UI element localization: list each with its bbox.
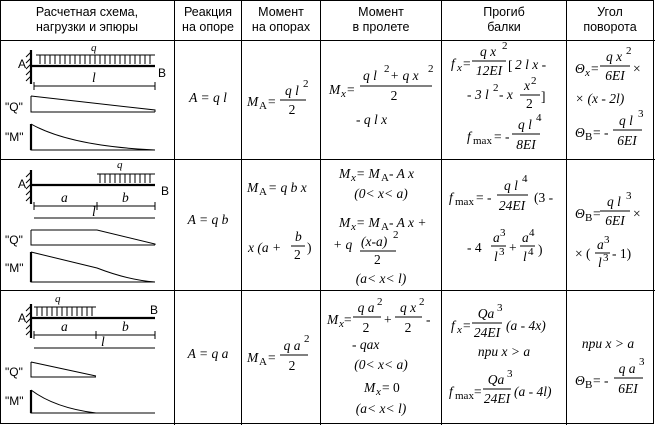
row1-fmax-sub: max [473,135,492,147]
row2-distributed-load [97,174,155,183]
row1-rot-eq: = [591,61,599,76]
row3-mspan-minus: - [426,312,431,327]
row3-defl-den: 24EI [473,325,501,340]
row2-defl-fsub: max [455,196,474,208]
header-moment-span-line1: Момент [358,5,404,19]
row1-wall-support [26,50,31,84]
row2-rot-theta: Θ [575,206,585,221]
row2-defl-l1: l [494,249,498,264]
row3-rot-theta-sub: B [585,379,593,391]
row1-rot-b-num-exp: 3 [638,108,644,120]
row2-rot-den: 6EI [605,213,625,228]
row1-diagram [5,42,166,150]
row2-support-a-label: A [18,177,27,191]
row2-defl-l2-start: - 4 [467,240,482,255]
row3-reaction: A = q a [187,346,229,361]
row1-load-label: q [91,42,97,54]
row2-mspan-l1-rhs: = M [356,166,380,181]
row1-shear-diagram [31,96,155,112]
row2-defl-num-exp: 4 [522,173,528,185]
row1-fmax-f: f [467,129,471,144]
row2-defl-close: ) [538,242,543,257]
row1-reaction: A = q l [189,90,227,105]
row2-formulas [187,166,641,286]
row2-mspan-l1-sub: x [351,172,356,184]
row2-rot-theta-sub: B [585,212,593,224]
row2-rot-num-exp: 3 [626,190,632,202]
row2-diagram [5,159,169,282]
row2-rot-term-open: × ( [575,246,591,261]
row3-ms-den: 2 [288,358,296,373]
row2-defl-a2-exp: 4 [529,227,535,239]
row2-ms-sub: A [259,186,267,198]
row3-defl-num: Qa [477,306,495,321]
row2-defl-l1-exp: 3 [499,246,505,258]
row3-fmax-num-exp: 3 [507,368,513,380]
row1-mspan-lhs: M [329,82,341,97]
row3-seg-a-label: a [61,319,68,334]
row1-rot-den: 6EI [605,68,625,83]
row1-formulas [188,40,644,152]
row2-rot-term-close: - 1) [612,246,632,261]
row2-defl-a1: a [493,230,500,245]
row1-rot-b-num: q l [619,113,633,128]
row1-support-b-label: B [158,66,167,80]
row1-rot-b-sub: B [585,131,593,143]
header-deflection-line2: балки [487,20,521,34]
row3-mspan-eq: = [344,312,352,327]
row2-moment-diagram [31,252,155,282]
row1-defl-eq: = [463,56,471,71]
row2-ms-frac-den: 2 [294,247,301,262]
row3-mspan-tail: - qax [352,337,380,352]
row2-seg-b-label: b [122,190,129,205]
row1-fmax-num-exp: 4 [536,112,542,124]
row2-mspan-l3-q: + q [333,237,353,252]
row3-mspan-m2: M [364,380,376,395]
row1-rot-theta-sub: x [585,67,590,79]
row2-shear-label: "Q" [5,233,23,247]
row1-mspan-den: 2 [390,88,398,103]
row2-moment-label: "M" [5,261,24,275]
row2-mspan-l2-tail: - A x + [389,215,427,230]
row3-defl-f: f [451,318,455,333]
row1-defl-num: q x [479,44,497,59]
row2-load-label: q [117,159,123,171]
row2-defl-num: q l [504,178,518,193]
row3-fmax-sub: max [455,390,474,402]
row1-moment-label: "M" [5,130,24,144]
row3-mspan-plus: + [384,312,392,327]
row3-ms-lhs: M [247,350,259,365]
row2-ms-term: x (a + [248,240,282,255]
row1-fmax-den: 8EI [516,137,536,152]
header-moment-span-line2: в пролете [352,20,410,34]
row1-defl-f: f [451,56,455,71]
row2-rot-a-exp: 3 [604,234,610,246]
row2-length-label: l [92,204,96,219]
row1-rot-b-den: 6EI [617,133,637,148]
row1-length-label: l [92,70,96,85]
row2-support-b-label: B [161,184,170,198]
row2-rot-l: l [598,255,602,270]
header-rotation-line2: поворота [583,20,637,34]
row3-rot-eq: = - [593,373,609,388]
row3-rot-cond: при x > a [581,336,635,351]
row2-mspan-l3-den: 2 [374,252,381,267]
row3-ms-eq: = [268,350,276,365]
row3-load-label: q [55,293,61,305]
row1-rot-theta: Θ [575,61,585,76]
row2-defl-l2-exp: 4 [528,246,534,258]
row2-mspan-l2-m: M [339,215,351,230]
row2-ms-rhs: = q b x [268,180,307,195]
row1-defl-fsub: x [457,62,462,74]
row2-mspan-l1-rsub: A [381,172,389,184]
row3-mspan-m2-rhs: = 0 [382,380,400,395]
row3-defl-cond: при x > a [477,344,531,359]
row3-ms-sub: A [259,356,267,368]
row1-ms-eq: = [268,94,276,109]
row2-rot-a: a [597,237,604,252]
row1-defl-frac-num: x [524,78,530,93]
row1-ms-lhs: M [247,94,259,109]
row2-defl-den: 24EI [498,198,526,213]
row1-defl-frac-den: 2 [526,96,533,111]
row1-rot-b-theta: Θ [575,125,585,140]
row1-defl-num-exp: 2 [502,40,508,52]
row2-defl-f: f [449,190,453,205]
row3-rot-den: 6EI [618,381,638,396]
row2-defl-a1-exp: 3 [500,227,506,239]
row1-mspan-num2: + q x [390,68,419,83]
row3-mspan-den1: 2 [362,320,370,335]
row3-shear-label: "Q" [5,365,23,379]
row3-mspan-cond1: (0< x< a) [354,357,408,372]
row1-fmax-eq: = - [494,129,510,144]
row2-wall-support [26,170,31,204]
row1-ms-sub: A [259,100,267,112]
row1-mspan-num1: q l [363,68,377,83]
row2-defl-open: (3 - [534,190,554,205]
row3-dimension-ab [34,331,155,339]
row3-diagram [5,293,158,413]
row3-moment-diagram [31,390,155,413]
row2-mspan-cond1: (0< x< a) [354,186,408,201]
row1-rot-term: × (x - 2l) [575,91,625,106]
row3-fmax-eq: = [474,384,482,399]
row3-mspan-cond2: (a< x< l) [355,401,407,416]
header-scheme-line1: Расчетная схема, [35,5,139,19]
row1-support-a-label: A [18,57,27,71]
row2-defl-l2: l [523,249,527,264]
row3-mspan-m: M [327,312,339,327]
row3-defl-num-exp: 3 [497,302,503,314]
row1-ms-den: 2 [288,102,296,117]
row3-fmax-den: 24EI [483,391,511,406]
row3-support-a-label: A [18,311,27,325]
header-rotation-line1: Угол [597,5,623,19]
row3-seg-b-label: b [122,319,129,334]
header-reaction-line2: на опоре [182,20,234,34]
header-moment-support-line1: Момент [258,5,304,19]
header-reaction-line1: Реакция [183,5,233,19]
row2-ms-frac-num: b [295,229,302,244]
row1-rot-num: q x [605,49,623,64]
row1-defl-bracket-open: [ [508,58,513,73]
row3-mspan-num1: q a [357,300,375,315]
row1-mspan-exp2: 2 [428,63,434,75]
row3-mspan-sub: x [339,318,344,330]
row3-moment-label: "M" [5,394,24,408]
row3-mspan-num2-exp: 2 [419,296,425,308]
row1-ms-num: q l [285,83,299,98]
row2-mspan-l1-tail: - A x [389,166,414,181]
row1-rot-times: × [633,61,641,76]
row3-distributed-load [34,307,96,316]
row2-mspan-l3-exp: 2 [393,229,399,241]
row1-defl-term3: - x [499,87,513,102]
row2-ms-close: ) [307,240,312,255]
row1-mspan-exp1: 2 [384,63,390,75]
row3-ms-num: q a [283,338,301,353]
row2-defl-eq: = - [476,190,492,205]
row1-ms-num-exp: 2 [303,78,309,90]
row2-mspan-l3-num: (x-a) [361,234,388,249]
row3-mspan-m2-sub: x [376,386,381,398]
row2-rot-eq: = [593,206,601,221]
row3-rot-num: q a [618,361,636,376]
row1-rot-num-exp: 2 [626,45,632,57]
row2-defl-a2: a [522,230,529,245]
row3-shear-diagram [31,362,96,377]
row2-mspan-l2-sub: x [351,221,356,233]
row3-length-label: l [101,334,105,349]
row2-defl-plus: + [509,240,517,255]
row1-defl-frac-exp: 2 [531,75,537,87]
header-deflection-line1: Прогиб [483,5,525,19]
row2-ms-lhs: M [247,180,259,195]
row3-rot-num-exp: 3 [639,356,645,368]
row1-mspan-eq: = [347,82,355,97]
row2-mspan-l2-rsub: A [381,221,389,233]
row1-defl-bracket-close: ] [541,89,546,104]
row3-defl-tail: (a - 4x) [506,318,546,333]
row1-defl-term2-exp: 2 [493,82,499,94]
row2-reaction: A = q b [187,212,229,227]
row1-rot-b-eq: = - [593,125,609,140]
row1-defl-term1: 2 l x - [515,57,547,72]
row1-defl-term2: - 3 l [467,87,489,102]
row3-mspan-num2: q x [399,300,417,315]
row3-defl-eq: = [463,318,471,333]
row1-defl-den: 12EI [475,63,503,78]
row3-wall-support [26,304,31,338]
row3-support-b-label: B [150,303,159,317]
row2-mspan-l1-m: M [339,166,351,181]
row3-defl-fsub: x [457,324,462,336]
row2-shear-diagram [31,230,155,245]
row3-formulas [187,296,645,416]
row3-rot-theta: Θ [575,373,585,388]
row3-fmax-tail: (a - 4l) [514,384,552,399]
row1-mspan-sub: x [341,88,346,100]
row2-seg-a-label: a [61,190,68,205]
row2-rot-num: q l [607,194,621,209]
row1-moment-diagram [31,124,155,150]
row1-fmax-num: q l [518,117,532,132]
row3-mspan-num1-exp: 2 [377,296,383,308]
table-header [36,5,637,34]
row3-ms-num-exp: 2 [304,333,310,345]
row2-mspan-l2-rhs: = M [356,215,380,230]
row2-mspan-cond2: (a< x< l) [355,271,407,286]
row1-distributed-load [36,55,155,64]
row2-rot-l-exp: 3 [603,252,609,264]
row3-fmax-f: f [449,384,453,399]
row1-shear-label: "Q" [5,100,23,114]
row3-mspan-den2: 2 [404,320,412,335]
row2-rot-times: × [633,206,641,221]
row1-mspan-tail: - q l x [356,112,388,127]
header-moment-support-line2: на опорах [251,20,311,34]
row3-fmax-num: Qa [487,372,505,387]
header-scheme-line2: нагрузки и эпюры [35,20,139,34]
